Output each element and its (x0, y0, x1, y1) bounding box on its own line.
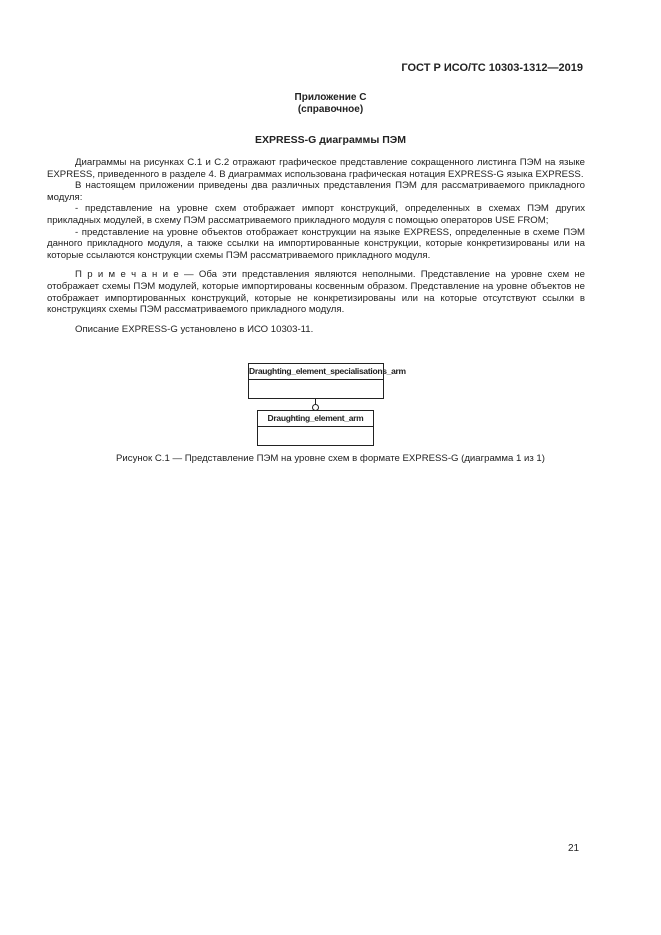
figure-caption: Рисунок С.1 — Представление ПЭМ на уровне схем в формате EXPRESS-G (диаграмма 1 из 1) (116, 453, 545, 464)
paragraph: - представление на уровне схем отображает импорт конструкций, определенных в схемах ПЭМ других прикладных модулей, в схему ПЭМ рассматриваемого прикладного модуля с помощью операторов USE FROM; (47, 203, 585, 226)
paragraph: - представление на уровне объектов отображает конструкции на языке EXPRESS, определенные в схеме ПЭМ данного прикладного модуля, а также ссылки на импортированные конструкции, которые конкретизированы или на которые ссылаются конструкции схемы ПЭМ рассматриваемого прикладного модуля. (47, 226, 585, 261)
paragraph: В настоящем приложении приведены два различных представления ПЭМ для рассматриваемого прикладного модуля: (47, 180, 585, 203)
document-header: ГОСТ Р ИСО/ТС 10303-1312—2019 (401, 62, 583, 74)
note-label: П р и м е ч а н и е (75, 269, 179, 281)
schema-box-bottom (257, 410, 374, 446)
paragraph: Описание EXPRESS-G установлено в ИСО 10303-11. (75, 323, 314, 335)
schema-name: Draughting_element_arm (258, 411, 373, 427)
section-title: EXPRESS-G диаграммы ПЭМ (255, 134, 406, 146)
body-text (47, 157, 585, 335)
note (47, 269, 585, 315)
schema-name: Draughting_element_specialisations_arm (249, 364, 383, 380)
paragraph: Диаграммы на рисунках С.1 и С.2 отражают графическое представление сокращенного листинга ПЭМ на языке EXPRESS, приведенного в разделе 4. В диаграммах использована графическая нотация EXPRESS-G языка EXPRESS. (47, 157, 585, 180)
page-number: 21 (568, 843, 580, 854)
appendix-title: Приложение С (294, 92, 367, 103)
schema-box-top (248, 363, 406, 399)
appendix-subtitle: (справочное) (297, 104, 364, 115)
note-text: — Оба эти представления являются неполными. Представление на уровне схем не отображает схемы ПЭМ модулей, которые импортированы косвенным образом. Представление на уровне объектов не отображает импортированных конструкций, которые не конкретизированы или на которые отсутствуют ссылки в конструкциях схемы ПЭМ рассматриваемого прикладного модуля. (47, 269, 585, 316)
